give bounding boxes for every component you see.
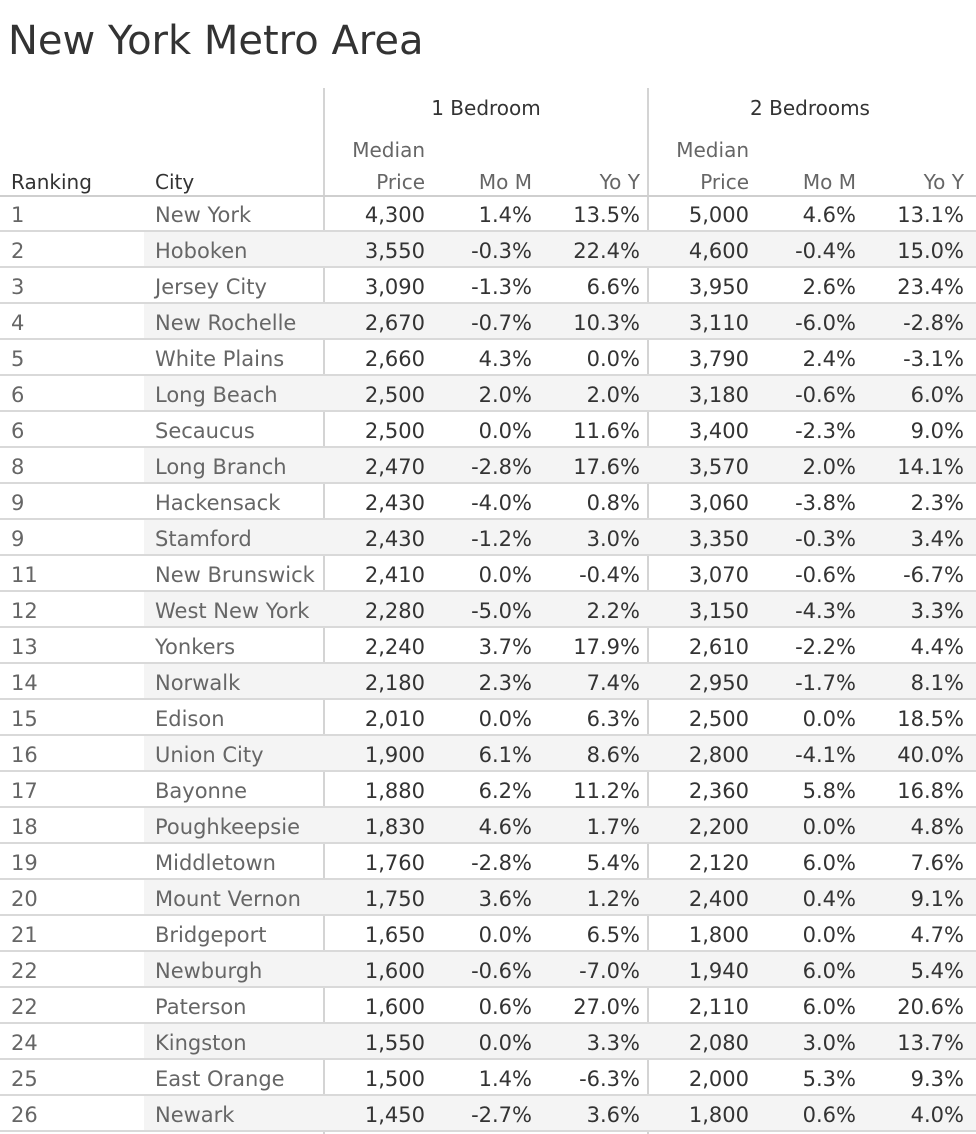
- table-row: [0, 736, 976, 772]
- cell-2br-yoy: 4.8%: [910, 815, 964, 839]
- cell-2br-yoy: 9.0%: [910, 419, 964, 443]
- cell-2br-price: 3,350: [688, 527, 749, 551]
- cell-2br-price: 3,570: [688, 455, 749, 479]
- cell-2br-mom: 3.0%: [802, 1031, 856, 1055]
- cell-ranking: 1: [11, 203, 25, 227]
- cell-1br-yoy: 3.6%: [586, 1103, 640, 1127]
- cell-2br-mom: 2.0%: [802, 455, 856, 479]
- cell-2br-mom: -4.3%: [795, 599, 856, 623]
- cell-2br-mom: 2.4%: [802, 347, 856, 371]
- cell-city: West New York: [155, 599, 310, 623]
- cell-1br-yoy: 11.2%: [573, 779, 640, 803]
- cell-2br-mom: 5.3%: [802, 1067, 856, 1091]
- cell-2br-mom: 0.0%: [802, 707, 856, 731]
- cell-2br-mom: 0.0%: [802, 815, 856, 839]
- cell-ranking: 18: [11, 815, 38, 839]
- group-label-1-bedroom: 1 Bedroom: [431, 96, 541, 120]
- cell-city: East Orange: [155, 1067, 285, 1091]
- cell-1br-mom: -2.8%: [471, 851, 532, 875]
- cell-ranking: 3: [11, 275, 25, 299]
- group-label-2-bedrooms: 2 Bedrooms: [750, 96, 870, 120]
- cell-1br-yoy: 5.4%: [586, 851, 640, 875]
- cell-1br-yoy: 6.5%: [586, 923, 640, 947]
- cell-2br-mom: -6.0%: [795, 311, 856, 335]
- cell-ranking: 21: [11, 923, 38, 947]
- cell-2br-mom: -2.2%: [795, 635, 856, 659]
- cell-city: New York: [155, 203, 252, 227]
- cell-1br-yoy: 17.9%: [573, 635, 640, 659]
- cell-1br-mom: -5.0%: [471, 599, 532, 623]
- cell-1br-yoy: 0.8%: [586, 491, 640, 515]
- cell-city: Jersey City: [155, 275, 267, 299]
- cell-ranking: 17: [11, 779, 38, 803]
- cell-2br-mom: 6.0%: [802, 995, 856, 1019]
- cell-city: Yonkers: [155, 635, 236, 659]
- cell-1br-price: 1,600: [364, 995, 425, 1019]
- cell-ranking: 2: [11, 239, 25, 263]
- cell-2br-price: 1,800: [688, 1103, 749, 1127]
- cell-2br-price: 3,060: [688, 491, 749, 515]
- cell-2br-yoy: 4.0%: [910, 1103, 964, 1127]
- cell-1br-yoy: 11.6%: [573, 419, 640, 443]
- cell-1br-price: 4,300: [364, 203, 425, 227]
- cell-2br-price: 3,790: [688, 347, 749, 371]
- cell-2br-mom: -4.1%: [795, 743, 856, 767]
- cell-1br-yoy: 13.5%: [573, 203, 640, 227]
- cell-2br-yoy: 3.4%: [910, 527, 964, 551]
- cell-2br-mom: -0.4%: [795, 239, 856, 263]
- cell-2br-price: 4,600: [688, 239, 749, 263]
- cell-2br-price: 3,950: [688, 275, 749, 299]
- cell-ranking: 19: [11, 851, 38, 875]
- cell-2br-yoy: 15.0%: [897, 239, 964, 263]
- cell-1br-yoy: 0.0%: [586, 347, 640, 371]
- cell-1br-yoy: 7.4%: [586, 671, 640, 695]
- column-header-1br-yoy[interactable]: Yo Y: [599, 170, 640, 194]
- cell-city: Mount Vernon: [155, 887, 301, 911]
- cell-2br-yoy: 9.1%: [910, 887, 964, 911]
- cell-1br-yoy: 10.3%: [573, 311, 640, 335]
- cell-city: Newark: [155, 1103, 235, 1127]
- cell-1br-mom: 0.0%: [478, 707, 532, 731]
- table-row: [0, 700, 976, 736]
- cell-2br-price: 5,000: [688, 203, 749, 227]
- cell-1br-yoy: 2.2%: [586, 599, 640, 623]
- cell-2br-price: 3,400: [688, 419, 749, 443]
- table-row: [0, 988, 976, 1024]
- table-row: [0, 376, 976, 412]
- cell-1br-yoy: -6.3%: [579, 1067, 640, 1091]
- cell-1br-price: 1,450: [364, 1103, 425, 1127]
- column-header-city[interactable]: City: [155, 170, 195, 194]
- cell-2br-price: 1,800: [688, 923, 749, 947]
- cell-1br-yoy: -0.4%: [579, 563, 640, 587]
- table-row: [0, 412, 976, 448]
- table-row: [0, 304, 976, 340]
- cell-1br-mom: -1.2%: [471, 527, 532, 551]
- cell-ranking: 16: [11, 743, 38, 767]
- cell-2br-price: 2,950: [688, 671, 749, 695]
- cell-1br-yoy: -7.0%: [579, 959, 640, 983]
- cell-1br-yoy: 22.4%: [573, 239, 640, 263]
- table-row: [0, 556, 976, 592]
- cell-2br-yoy: 13.7%: [897, 1031, 964, 1055]
- cell-2br-price: 2,080: [688, 1031, 749, 1055]
- table-row: [0, 340, 976, 376]
- cell-2br-yoy: 23.4%: [897, 275, 964, 299]
- cell-ranking: 6: [11, 383, 25, 407]
- cell-2br-yoy: 14.1%: [897, 455, 964, 479]
- column-header-2br-yoy[interactable]: Yo Y: [923, 170, 964, 194]
- cell-2br-yoy: 9.3%: [910, 1067, 964, 1091]
- cell-2br-mom: -2.3%: [795, 419, 856, 443]
- cell-2br-yoy: 20.6%: [897, 995, 964, 1019]
- cell-2br-yoy: 7.6%: [910, 851, 964, 875]
- cell-1br-price: 1,760: [364, 851, 425, 875]
- cell-ranking: 20: [11, 887, 38, 911]
- cell-1br-price: 1,880: [364, 779, 425, 803]
- cell-city: Secaucus: [155, 419, 255, 443]
- cell-1br-price: 2,010: [364, 707, 425, 731]
- cell-2br-price: 3,150: [688, 599, 749, 623]
- table-body: [0, 196, 976, 1132]
- column-header-1br-price[interactable]: Price: [376, 170, 425, 194]
- cell-2br-yoy: 4.4%: [910, 635, 964, 659]
- cell-1br-yoy: 6.3%: [586, 707, 640, 731]
- cell-2br-price: 3,110: [688, 311, 749, 335]
- cell-2br-mom: -0.6%: [795, 383, 856, 407]
- column-header-2br-median: Median: [676, 138, 749, 162]
- cell-2br-yoy: 18.5%: [897, 707, 964, 731]
- cell-ranking: 5: [11, 347, 25, 371]
- cell-1br-yoy: 6.6%: [586, 275, 640, 299]
- table-row: [0, 808, 976, 844]
- cell-ranking: 11: [11, 563, 38, 587]
- cell-1br-mom: -2.8%: [471, 455, 532, 479]
- table-row: [0, 952, 976, 988]
- cell-city: Middletown: [155, 851, 276, 875]
- cell-1br-price: 2,670: [364, 311, 425, 335]
- cell-2br-yoy: 5.4%: [910, 959, 964, 983]
- column-header-ranking[interactable]: Ranking: [11, 170, 92, 194]
- cell-1br-yoy: 8.6%: [586, 743, 640, 767]
- cell-1br-mom: 0.0%: [478, 923, 532, 947]
- cell-2br-yoy: 2.3%: [910, 491, 964, 515]
- cell-1br-yoy: 2.0%: [586, 383, 640, 407]
- cell-2br-price: 2,610: [688, 635, 749, 659]
- cell-2br-yoy: 40.0%: [897, 743, 964, 767]
- cell-2br-price: 2,400: [688, 887, 749, 911]
- cell-2br-price: 2,200: [688, 815, 749, 839]
- cell-city: Poughkeepsie: [155, 815, 300, 839]
- cell-2br-price: 2,800: [688, 743, 749, 767]
- cell-1br-price: 3,090: [364, 275, 425, 299]
- cell-1br-yoy: 27.0%: [573, 995, 640, 1019]
- table-row: [0, 1060, 976, 1096]
- table-row: [0, 592, 976, 628]
- cell-ranking: 8: [11, 455, 25, 479]
- cell-ranking: 9: [11, 527, 25, 551]
- cell-1br-price: 2,430: [364, 491, 425, 515]
- cell-1br-price: 2,470: [364, 455, 425, 479]
- cell-city: Union City: [155, 743, 264, 767]
- column-header-2br-mom[interactable]: Mo M: [802, 170, 856, 194]
- table-row: [0, 268, 976, 304]
- cell-2br-mom: 5.8%: [802, 779, 856, 803]
- cell-1br-mom: 4.3%: [478, 347, 532, 371]
- cell-1br-price: 2,500: [364, 419, 425, 443]
- table-row: [0, 1024, 976, 1060]
- table-row: [0, 916, 976, 952]
- table-row: [0, 1096, 976, 1132]
- cell-1br-price: 2,660: [364, 347, 425, 371]
- table-row: [0, 664, 976, 700]
- cell-1br-price: 2,430: [364, 527, 425, 551]
- cell-1br-mom: 0.0%: [478, 1031, 532, 1055]
- cell-1br-mom: -2.7%: [471, 1103, 532, 1127]
- cell-city: New Brunswick: [155, 563, 315, 587]
- cell-1br-price: 1,550: [364, 1031, 425, 1055]
- cell-ranking: 22: [11, 959, 38, 983]
- table-row: [0, 448, 976, 484]
- cell-1br-mom: 3.6%: [478, 887, 532, 911]
- cell-1br-price: 1,600: [364, 959, 425, 983]
- cell-2br-mom: -0.6%: [795, 563, 856, 587]
- cell-2br-price: 2,000: [688, 1067, 749, 1091]
- cell-1br-mom: 6.1%: [478, 743, 532, 767]
- cell-2br-price: 2,110: [688, 995, 749, 1019]
- cell-2br-yoy: 3.3%: [910, 599, 964, 623]
- cell-2br-yoy: 13.1%: [897, 203, 964, 227]
- cell-2br-yoy: 4.7%: [910, 923, 964, 947]
- cell-1br-price: 1,650: [364, 923, 425, 947]
- cell-2br-yoy: 8.1%: [910, 671, 964, 695]
- cell-2br-yoy: -2.8%: [903, 311, 964, 335]
- cell-ranking: 15: [11, 707, 38, 731]
- cell-city: Long Branch: [155, 455, 287, 479]
- cell-2br-yoy: -3.1%: [903, 347, 964, 371]
- table-row: [0, 844, 976, 880]
- cell-1br-mom: -0.3%: [471, 239, 532, 263]
- cell-1br-mom: 1.4%: [478, 203, 532, 227]
- table-row: [0, 772, 976, 808]
- cell-2br-price: 2,360: [688, 779, 749, 803]
- cell-1br-mom: -0.6%: [471, 959, 532, 983]
- cell-1br-price: 2,410: [364, 563, 425, 587]
- column-header-1br-mom[interactable]: Mo M: [478, 170, 532, 194]
- cell-1br-mom: -4.0%: [471, 491, 532, 515]
- cell-2br-mom: 2.6%: [802, 275, 856, 299]
- cell-2br-price: 3,180: [688, 383, 749, 407]
- cell-1br-price: 2,280: [364, 599, 425, 623]
- table-row: [0, 484, 976, 520]
- cell-1br-price: 1,500: [364, 1067, 425, 1091]
- cell-2br-mom: 6.0%: [802, 959, 856, 983]
- cell-city: Edison: [155, 707, 225, 731]
- cell-1br-mom: -0.7%: [471, 311, 532, 335]
- cell-1br-yoy: 3.0%: [586, 527, 640, 551]
- table-row: [0, 880, 976, 916]
- cell-1br-yoy: 1.7%: [586, 815, 640, 839]
- cell-2br-yoy: 16.8%: [897, 779, 964, 803]
- cell-2br-mom: 0.0%: [802, 923, 856, 947]
- cell-ranking: 9: [11, 491, 25, 515]
- cell-city: Hoboken: [155, 239, 248, 263]
- cell-1br-price: 2,500: [364, 383, 425, 407]
- column-header-1br-median: Median: [352, 138, 425, 162]
- cell-ranking: 13: [11, 635, 38, 659]
- cell-ranking: 14: [11, 671, 38, 695]
- column-header-2br-price[interactable]: Price: [700, 170, 749, 194]
- cell-city: Hackensack: [155, 491, 281, 515]
- cell-1br-price: 1,900: [364, 743, 425, 767]
- cell-1br-price: 2,240: [364, 635, 425, 659]
- cell-1br-mom: 4.6%: [478, 815, 532, 839]
- cell-2br-mom: 0.4%: [802, 887, 856, 911]
- cell-city: Long Beach: [155, 383, 278, 407]
- cell-2br-mom: -1.7%: [795, 671, 856, 695]
- cell-2br-mom: 0.6%: [802, 1103, 856, 1127]
- cell-1br-price: 2,180: [364, 671, 425, 695]
- cell-1br-price: 1,830: [364, 815, 425, 839]
- cell-2br-yoy: 6.0%: [910, 383, 964, 407]
- cell-2br-mom: -0.3%: [795, 527, 856, 551]
- cell-2br-price: 1,940: [688, 959, 749, 983]
- cell-1br-price: 3,550: [364, 239, 425, 263]
- cell-city: Bridgeport: [155, 923, 267, 947]
- cell-ranking: 26: [11, 1103, 38, 1127]
- cell-ranking: 12: [11, 599, 38, 623]
- cell-1br-mom: 2.3%: [478, 671, 532, 695]
- cell-2br-yoy: -6.7%: [903, 563, 964, 587]
- table-row: [0, 520, 976, 556]
- cell-ranking: 4: [11, 311, 25, 335]
- cell-2br-mom: -3.8%: [795, 491, 856, 515]
- cell-1br-yoy: 1.2%: [586, 887, 640, 911]
- cell-2br-price: 2,500: [688, 707, 749, 731]
- cell-ranking: 22: [11, 995, 38, 1019]
- cell-1br-mom: 0.0%: [478, 419, 532, 443]
- cell-1br-mom: 3.7%: [478, 635, 532, 659]
- cell-city: Bayonne: [155, 779, 248, 803]
- cell-city: Kingston: [155, 1031, 247, 1055]
- cell-1br-price: 1,750: [364, 887, 425, 911]
- cell-city: Newburgh: [155, 959, 263, 983]
- cell-city: Paterson: [155, 995, 247, 1019]
- cell-2br-mom: 4.6%: [802, 203, 856, 227]
- cell-1br-mom: 1.4%: [478, 1067, 532, 1091]
- cell-ranking: 6: [11, 419, 25, 443]
- cell-1br-mom: 2.0%: [478, 383, 532, 407]
- cell-2br-price: 3,070: [688, 563, 749, 587]
- cell-2br-mom: 6.0%: [802, 851, 856, 875]
- cell-1br-mom: -1.3%: [471, 275, 532, 299]
- table-row: [0, 232, 976, 268]
- cell-city: White Plains: [155, 347, 285, 371]
- cell-1br-yoy: 17.6%: [573, 455, 640, 479]
- table-row: [0, 628, 976, 664]
- cell-city: Norwalk: [155, 671, 241, 695]
- cell-1br-mom: 0.0%: [478, 563, 532, 587]
- cell-1br-mom: 6.2%: [478, 779, 532, 803]
- page-title: New York Metro Area: [8, 18, 424, 64]
- cell-city: Stamford: [155, 527, 252, 551]
- cell-1br-mom: 0.6%: [478, 995, 532, 1019]
- cell-ranking: 24: [11, 1031, 38, 1055]
- cell-2br-price: 2,120: [688, 851, 749, 875]
- cell-city: New Rochelle: [155, 311, 297, 335]
- cell-1br-yoy: 3.3%: [586, 1031, 640, 1055]
- cell-ranking: 25: [11, 1067, 38, 1091]
- table-row: [0, 196, 976, 232]
